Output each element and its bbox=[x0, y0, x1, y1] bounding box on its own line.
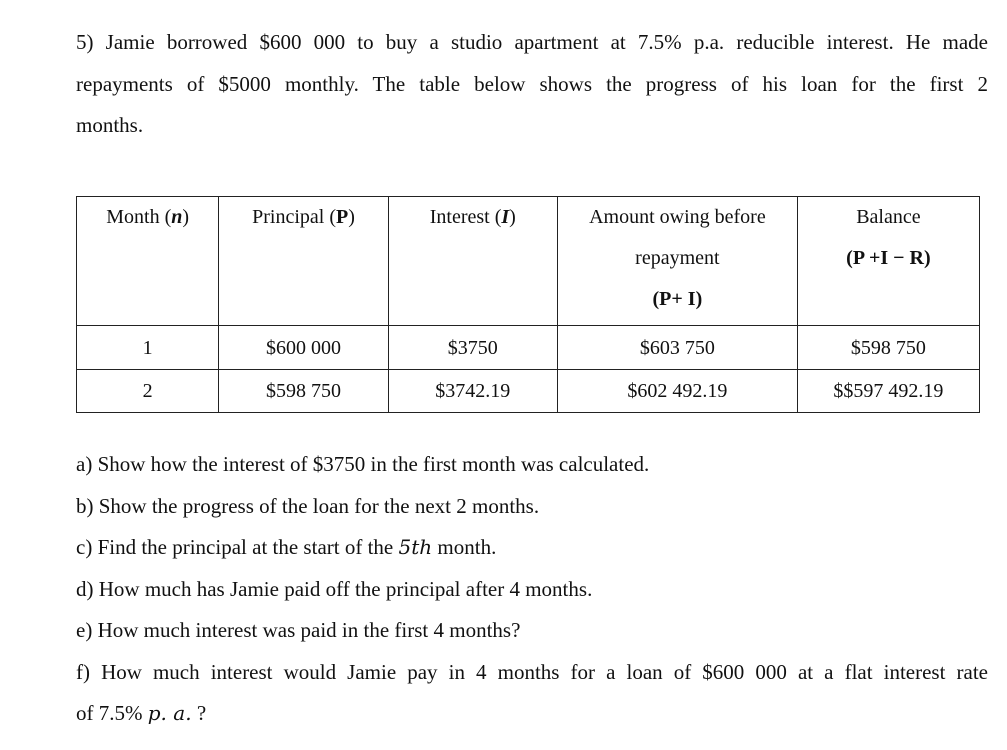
question-e bbox=[76, 610, 988, 652]
header-balance-line-1: Balance bbox=[856, 206, 921, 228]
question-c bbox=[76, 527, 988, 569]
problem-statement-line-3: months. bbox=[76, 113, 144, 137]
question-c-part-1: c) Find the principal at the start of the bbox=[76, 535, 399, 559]
header-amount-formula: (P+ I) bbox=[652, 288, 703, 310]
table-row bbox=[77, 370, 980, 413]
header-balance bbox=[797, 197, 979, 326]
table-row bbox=[77, 326, 980, 370]
header-month bbox=[77, 197, 219, 326]
cell-interest: $3750 bbox=[388, 326, 557, 370]
table-header-row bbox=[77, 197, 980, 326]
cell-principal: $598 750 bbox=[219, 370, 388, 413]
header-month-symbol: n bbox=[171, 206, 183, 228]
question-d-text: d) How much has Jamie paid off the principal after 4 months. bbox=[76, 576, 593, 601]
question-f-part-1: of 7.5% bbox=[76, 701, 148, 725]
question-a bbox=[76, 444, 988, 486]
header-month-label: Month ( bbox=[106, 206, 172, 228]
question-f bbox=[76, 652, 988, 735]
header-interest-close: ) bbox=[509, 206, 516, 228]
loan-progress-table bbox=[76, 196, 980, 413]
question-f-part-2: ? bbox=[191, 701, 207, 725]
header-interest-symbol: I bbox=[501, 206, 510, 228]
question-e-text: e) How much interest was paid in the first 4 months? bbox=[76, 618, 521, 642]
question-d bbox=[76, 569, 988, 611]
cell-month: 1 bbox=[77, 326, 219, 370]
question-c-math: 5th bbox=[398, 535, 433, 559]
question-c-part-2: month. bbox=[432, 535, 497, 559]
cell-month: 2 bbox=[77, 370, 219, 413]
problem-statement-line-1: 5) Jamie borrowed $600 000 to buy a studio apartment at 7.5% p.a. reducible interest. He made bbox=[76, 30, 988, 54]
header-amount-line-2: repayment bbox=[635, 247, 720, 269]
question-a-text: a) Show how the interest of $3750 in the first month was calculated. bbox=[76, 452, 650, 476]
question-b-text: b) Show the progress of the loan for the next 2 months. bbox=[76, 493, 540, 518]
question-list bbox=[76, 444, 988, 735]
cell-balance: $598 750 bbox=[797, 326, 979, 370]
header-interest-label: Interest ( bbox=[429, 206, 502, 228]
question-c-text bbox=[76, 527, 988, 569]
cell-amount-owing: $602 492.19 bbox=[557, 370, 797, 413]
header-amount-owing bbox=[557, 197, 797, 326]
question-f-line-2 bbox=[76, 693, 988, 735]
header-principal-label: Principal ( bbox=[252, 206, 336, 228]
problem-statement bbox=[76, 22, 988, 147]
problem-statement-line-2: repayments of $5000 monthly. The table below shows the progress of his loan for the first 2 bbox=[76, 71, 988, 96]
question-f-line-1: f) How much interest would Jamie pay in 4 months for a loan of $600 000 at a flat interest rate bbox=[76, 659, 988, 684]
header-amount-line-1: Amount owing before bbox=[589, 206, 766, 228]
header-principal-symbol: P bbox=[335, 206, 349, 228]
cell-amount-owing: $603 750 bbox=[557, 326, 797, 370]
header-month-close: ) bbox=[182, 206, 190, 228]
header-principal bbox=[219, 197, 388, 326]
question-f-math: p. a. bbox=[147, 701, 192, 725]
question-b bbox=[76, 486, 988, 528]
cell-balance: $$597 492.19 bbox=[797, 370, 979, 413]
header-balance-formula: (P +I − R) bbox=[846, 247, 931, 269]
header-interest bbox=[388, 197, 557, 326]
cell-principal: $600 000 bbox=[219, 326, 388, 370]
header-principal-close: ) bbox=[348, 206, 355, 228]
cell-interest: $3742.19 bbox=[388, 370, 557, 413]
